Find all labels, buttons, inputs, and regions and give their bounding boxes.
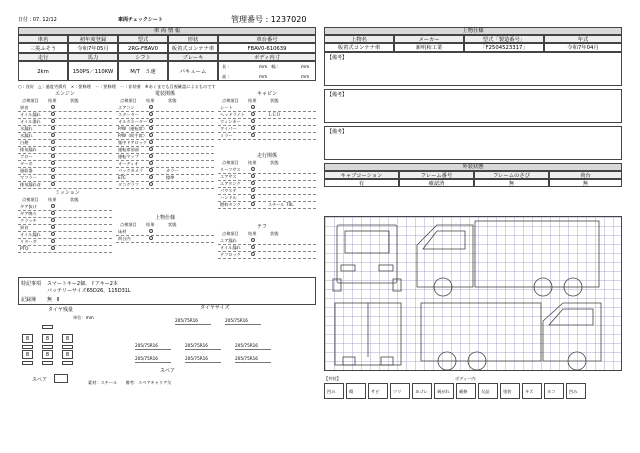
remark-box-3[interactable] [324, 126, 622, 160]
upper-spec-header: 上物仕様 [324, 27, 622, 35]
tire-box [42, 325, 53, 329]
col-head: ボディ内寸 [218, 53, 316, 61]
col-head: 点検項目 [222, 160, 239, 165]
result-circle-icon[interactable] [51, 119, 55, 123]
check-item-label: オルタネーター [118, 119, 148, 124]
result-circle-icon[interactable] [251, 119, 255, 123]
damage-legend-item [566, 383, 586, 399]
value: 板着式コンテナ車 [324, 43, 394, 52]
col-head: 初年度登録 [68, 35, 118, 43]
damage-legend-item [478, 383, 498, 399]
col-head: 状態 [270, 160, 279, 165]
tire-box [62, 345, 73, 349]
col-head: 結果 [248, 98, 257, 103]
damage-legend-item [390, 383, 410, 399]
tire-size-line [235, 362, 271, 363]
result-circle-icon[interactable] [149, 168, 153, 172]
spare-tire-box[interactable] [54, 374, 68, 383]
result-circle-icon[interactable] [251, 252, 255, 256]
tire-size: 205/75R16 [135, 356, 158, 361]
damage-legend-item [412, 383, 432, 399]
result-circle-icon[interactable] [51, 211, 55, 215]
check-item-label: 排気漏れ [20, 147, 37, 152]
result-circle-icon[interactable] [251, 245, 255, 249]
tire-size-line [135, 362, 171, 363]
col-head: 走行 [18, 53, 68, 61]
value: 無 [474, 179, 549, 187]
col-head: 型式 [118, 35, 168, 43]
damage-label: ボディー内 [455, 376, 476, 381]
mgmt-no: 管理番号 : 1237020 [231, 15, 307, 24]
result-circle-icon[interactable] [51, 112, 55, 116]
check-item-label: エアサス [220, 174, 237, 179]
record-value: 無 Ⅱ [47, 297, 60, 303]
result-circle-icon[interactable] [149, 105, 153, 109]
col-head: 車台番号 [218, 35, 316, 43]
result-circle-icon[interactable] [251, 238, 255, 242]
record-label: 記録簿 [21, 297, 37, 303]
col-head: 荷台 [549, 171, 622, 179]
result-circle-icon[interactable] [149, 126, 153, 130]
value: 「F2504523317」 [464, 43, 544, 52]
check-item-label: タコグラフ [118, 182, 139, 187]
check-item-label: ギア鳴り [20, 211, 37, 216]
col-head: 年式 [544, 35, 622, 43]
check-item-note: スチール 70L [268, 202, 294, 207]
result-circle-icon[interactable] [149, 154, 153, 158]
result-circle-icon[interactable] [251, 174, 255, 178]
check-item-label: 燃料タンク [220, 202, 241, 207]
check-item-note: ＬＥＤ [268, 112, 281, 117]
col-head: 点検項目 [120, 98, 137, 103]
spare-label: スペア [32, 377, 48, 383]
col-head: キャブコーション [324, 171, 399, 179]
value: M/T ５速 [118, 61, 168, 81]
col-head: 形状 [168, 35, 218, 43]
check-item-label: 過給器 [20, 168, 33, 173]
check-item-label: 水漏れ [20, 126, 33, 131]
damage-legend-label: 凹み [327, 389, 336, 394]
check-item-label: ETC [118, 175, 126, 180]
section-title: テフ [257, 224, 268, 230]
section-title: 上物仕様 [155, 215, 176, 221]
check-item-label: ウィンカー [220, 119, 241, 124]
check-item-label: ハンドル [220, 195, 237, 200]
check-item-label: 荷台内 [118, 236, 131, 241]
col-head: 上物名 [324, 35, 394, 43]
check-item-label: エア漏れ [220, 238, 237, 243]
check-item-label: オーディオ [118, 161, 139, 166]
tire-size-line [175, 324, 211, 325]
result-circle-icon[interactable] [51, 140, 55, 144]
result-circle-icon[interactable] [149, 175, 153, 179]
value: 有 [324, 179, 399, 187]
result-circle-icon[interactable] [149, 112, 153, 116]
tire-size-label: タイヤサイズ [200, 305, 230, 311]
tire-unit: 単位：mm [73, 315, 94, 320]
col-head: 状態 [168, 222, 177, 227]
check-item-label: ブロー [20, 154, 33, 159]
result-circle-icon[interactable] [51, 168, 55, 172]
check-row[interactable] [218, 201, 316, 209]
check-row[interactable] [116, 181, 214, 189]
special-notes-box [18, 277, 316, 305]
check-row[interactable] [18, 181, 112, 189]
check-item-label: PTO [20, 246, 29, 251]
remark-box-1[interactable] [324, 52, 622, 86]
col-head: 状態 [270, 231, 279, 236]
tire-box [62, 361, 73, 365]
check-item-label: リターダ [20, 239, 37, 244]
check-item-label: ミラー [220, 133, 233, 138]
col-head: シフト [118, 53, 168, 61]
damage-legend-item [346, 383, 366, 399]
check-item-label: マフラー [20, 175, 37, 180]
tire-label: タイヤ残量 [48, 307, 73, 313]
check-item-label: ワイパー [220, 126, 237, 131]
section-title: キャビン [257, 91, 278, 97]
col-head: 点検項目 [120, 222, 137, 227]
dim-label: 高 : [222, 74, 229, 79]
check-item-label: 運転マップ [118, 154, 139, 159]
check-item-label: ターボ [20, 161, 33, 166]
result-circle-icon[interactable] [251, 167, 255, 171]
result-circle-icon[interactable] [51, 161, 55, 165]
result-circle-icon[interactable] [149, 140, 153, 144]
result-circle-icon[interactable] [51, 218, 55, 222]
col-head: 状態 [70, 197, 79, 202]
check-item-label: 異音 [20, 225, 29, 230]
col-head: 点検項目 [22, 98, 39, 103]
damage-legend-item [522, 383, 542, 399]
result-circle-icon[interactable] [149, 147, 153, 151]
remark-label: 【備考】 [327, 129, 348, 135]
result-circle-icon[interactable] [251, 195, 255, 199]
check-item-label: スターター [118, 112, 139, 117]
date-label: 日付 : 07. 12/12 [18, 17, 57, 23]
check-item-label: オイル漏れ [20, 232, 41, 237]
vehicle-info-header: 車 両 情 報 [18, 27, 316, 35]
check-item-label: 白煙 [20, 140, 29, 145]
col-head: ブレーキ [168, 53, 218, 61]
dim-label: mm 幅 : [259, 64, 279, 69]
col-head: フレームのさび [474, 171, 549, 179]
check-item-note: カラー [166, 168, 179, 173]
special-note: バッテリーサイズ65D26、115D31L [47, 288, 131, 294]
tire-remaining[interactable]: 8 [22, 350, 33, 359]
dim-label: mm [259, 74, 268, 79]
result-circle-icon[interactable] [51, 246, 55, 250]
value: 無 [549, 179, 622, 187]
col-head: 馬力 [68, 53, 118, 61]
damage-legend-item [500, 383, 520, 399]
dim-label: mm [301, 74, 310, 79]
tire-size-line [235, 349, 271, 350]
col-head: 結果 [48, 197, 57, 202]
result-circle-icon[interactable] [51, 225, 55, 229]
result-circle-icon[interactable] [51, 232, 55, 236]
damage-legend-label: 補修 [459, 389, 468, 394]
check-item-label: オイル漏れ [20, 112, 41, 117]
tire-remaining[interactable]: 8 [42, 334, 53, 343]
result-circle-icon[interactable] [51, 147, 55, 151]
result-circle-icon[interactable] [149, 119, 153, 123]
outer-spec-header: 外装状態 [324, 163, 622, 171]
check-item-label: 床材 [118, 229, 127, 234]
tire-size-line [225, 324, 261, 325]
col-head: 車名 [18, 35, 68, 43]
damage-legend-item [456, 383, 476, 399]
result-circle-icon[interactable] [251, 105, 255, 109]
damage-legend-label: 傷 [349, 389, 354, 394]
dim-label: 長 : [222, 64, 229, 69]
result-circle-icon[interactable] [251, 202, 255, 206]
col-head: 点検項目 [222, 98, 239, 103]
damage-legend-label: 剥がれ [437, 389, 450, 394]
value: 令和7年04月 [544, 43, 622, 52]
damage-legend-label: サビ [371, 389, 380, 394]
damage-legend-label: キズ [525, 389, 534, 394]
remark-label: 【備考】 [327, 55, 348, 61]
value: 確認済 [399, 179, 474, 187]
special-note: スマートキー2個、ドアキー2本 [47, 281, 118, 287]
check-row[interactable] [116, 235, 214, 243]
col-head: フレーム番号 [399, 171, 474, 179]
check-item-label: パワステ [220, 188, 237, 193]
col-head: 点検項目 [222, 231, 239, 236]
tire-remaining[interactable]: 8 [22, 334, 33, 343]
tire-box [42, 345, 53, 349]
result-circle-icon[interactable] [51, 133, 55, 137]
section-title: 走行関係 [257, 153, 278, 159]
section-title: 電装関係 [155, 91, 176, 97]
result-circle-icon[interactable] [251, 112, 255, 116]
tire-remaining[interactable]: 8 [62, 350, 73, 359]
value: 令和7年05月 [68, 43, 118, 53]
value: 150PS／110KW [68, 61, 118, 81]
truck-drawings [325, 217, 623, 372]
check-item-label: エアタンク [220, 181, 241, 186]
check-item-label: 運転席前部 [118, 147, 139, 152]
check-item-label: ギア抜け [20, 204, 37, 209]
special-notes-label: 特記事項 [21, 281, 42, 287]
check-row[interactable] [18, 245, 112, 253]
col-head: 結果 [146, 98, 155, 103]
check-item-label: オイル滲れ [20, 119, 41, 124]
check-item-label: エアコン [118, 105, 135, 110]
check-item-label: 集中ドアロック [118, 140, 148, 145]
check-item-label: シート [220, 105, 233, 110]
result-circle-icon[interactable] [51, 239, 55, 243]
tire-size: 205/75R16 [135, 343, 158, 348]
value: バキューム [168, 61, 218, 81]
tire-size: 205/75R16 [225, 318, 248, 323]
value: FBAV0-610639 [218, 43, 316, 53]
col-head: 状態 [270, 98, 279, 103]
spare-note: 素材：スチール 備考：スペアキャリア欠 [88, 380, 172, 385]
col-head: 結果 [248, 231, 257, 236]
remark-label: 【備考】 [327, 92, 348, 98]
result-circle-icon[interactable] [251, 181, 255, 185]
damage-legend-label: ツリ [393, 389, 402, 394]
check-item-label: 排気漏れ音 [20, 182, 41, 187]
value: 2RG-FBAV0 [118, 43, 168, 53]
value: 2km [18, 61, 68, 81]
result-circle-icon[interactable] [251, 133, 255, 137]
result-circle-icon[interactable] [51, 182, 55, 186]
col-head: 型式「製造番号」 [464, 35, 544, 43]
check-item-label: バックカメラ [118, 168, 144, 173]
result-circle-icon[interactable] [149, 229, 153, 233]
tire-size: 205/75R16 [235, 356, 258, 361]
section-title: ミッション [55, 190, 80, 196]
check-item-label: テフロック [220, 252, 241, 257]
result-circle-icon[interactable] [51, 204, 55, 208]
damage-legend-label: 凹み [569, 389, 578, 394]
damage-legend-item [434, 383, 454, 399]
tire-box [22, 345, 33, 349]
check-item-label: クラッチ [20, 218, 37, 223]
damage-legend-item [544, 383, 564, 399]
exterior-label: 【外装】 [324, 376, 341, 381]
result-circle-icon[interactable] [51, 126, 55, 130]
col-head: 結果 [48, 98, 57, 103]
sheet-title: 車両チェックシート [118, 17, 163, 23]
result-circle-icon[interactable] [51, 154, 55, 158]
spare-label-right: スペア [160, 368, 176, 374]
damage-legend-label: 塗装 [503, 389, 512, 394]
col-head: 点検項目 [22, 197, 39, 202]
damage-legend-item [368, 383, 388, 399]
body-dims [218, 61, 316, 81]
check-item-label: ヘッドライト [220, 112, 245, 117]
check-item-note: 標準 [166, 175, 175, 180]
damage-legend-label: ヨゴレ [415, 389, 428, 394]
check-item-label: P/W（運転席） [118, 126, 148, 131]
value: 新明和工業 [394, 43, 464, 52]
col-head: 状態 [70, 98, 79, 103]
remark-box-2[interactable] [324, 89, 622, 123]
dim-label: mm [301, 64, 310, 69]
col-head: 状態 [168, 98, 177, 103]
truck-diagram-area[interactable] [324, 216, 622, 371]
tire-size: 205/75R16 [175, 318, 198, 323]
legend: ○ : 良好 △ : 過度劣損有 × : 要修理 － : 要修理 － : 非装着 ※あくまでも目視確認によるものです [18, 84, 216, 89]
check-item-label: P/W（助手席） [118, 133, 148, 138]
result-circle-icon[interactable] [149, 236, 153, 240]
result-circle-icon[interactable] [149, 182, 153, 186]
tire-box [22, 361, 33, 365]
tire-remaining[interactable]: 8 [62, 334, 73, 343]
result-circle-icon[interactable] [251, 126, 255, 130]
tire-size: 205/75R16 [235, 343, 258, 348]
check-item-label: 異音 [20, 105, 29, 110]
result-circle-icon[interactable] [149, 161, 153, 165]
damage-legend-label: 欠品 [481, 389, 490, 394]
col-head: 結果 [248, 160, 257, 165]
result-circle-icon[interactable] [149, 133, 153, 137]
tire-size: 205/75R16 [185, 356, 208, 361]
check-row[interactable] [218, 251, 316, 259]
tire-box [42, 361, 53, 365]
check-item-label: オイル漏れ [220, 245, 241, 250]
value: 三菱ふそう [18, 43, 68, 53]
damage-legend-label: ホコ [547, 389, 556, 394]
col-head: 結果 [146, 222, 155, 227]
tire-size: 205/75R16 [185, 343, 208, 348]
value: 板着式コンテナ車 [168, 43, 218, 53]
tire-remaining[interactable]: 8 [42, 350, 53, 359]
result-circle-icon[interactable] [51, 175, 55, 179]
tire-size-line [185, 362, 221, 363]
col-head: メーカー [394, 35, 464, 43]
damage-legend-item [324, 383, 344, 399]
check-row[interactable] [218, 132, 316, 140]
tire-size-line [135, 349, 171, 350]
result-circle-icon[interactable] [51, 105, 55, 109]
result-circle-icon[interactable] [251, 188, 255, 192]
check-item-label: 水漏れ [20, 133, 33, 138]
check-item-label: リーフサス [220, 167, 241, 172]
section-title: エンジン [55, 91, 75, 97]
tire-size-line [185, 349, 221, 350]
